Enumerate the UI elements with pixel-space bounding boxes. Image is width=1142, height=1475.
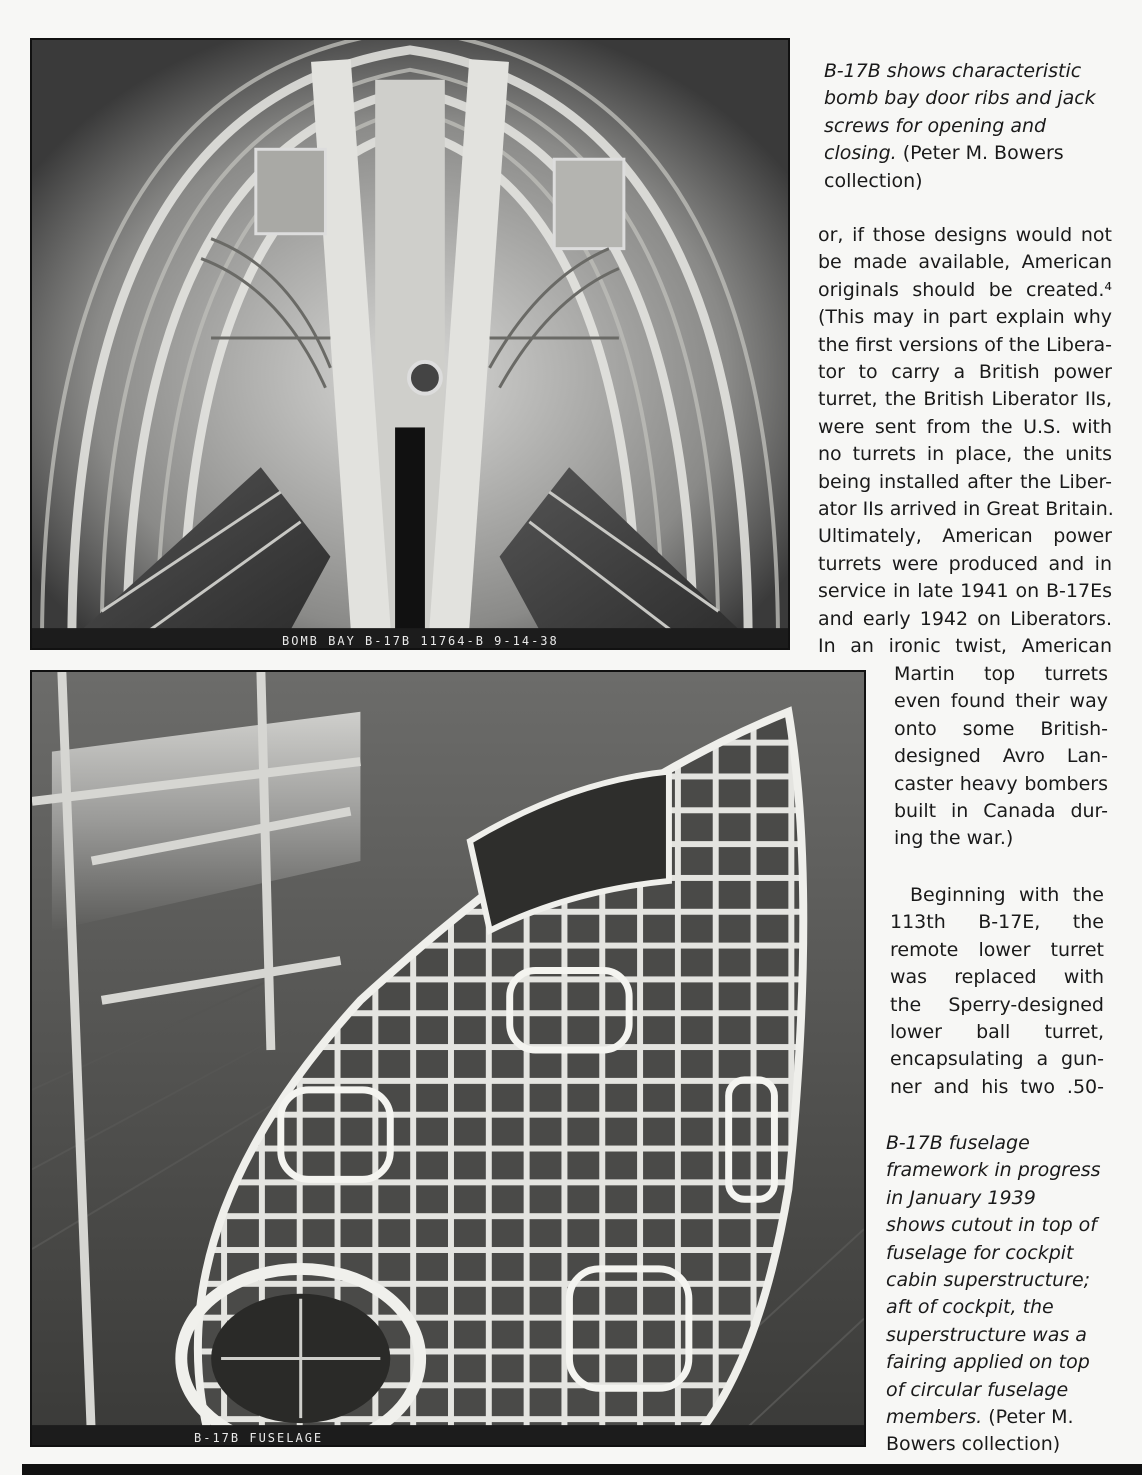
body-line: designed Avro Lan- [894, 745, 1108, 768]
body-line: Beginning with the [910, 884, 1104, 906]
caption-bottom-line: superstructure was a [886, 1323, 1087, 1346]
body-line: the first versions of the Libera- [818, 333, 1112, 356]
body-line: caster heavy bombers [894, 772, 1108, 795]
body-line: ator IIs arrived in Great Britain. [818, 498, 1114, 521]
body-line: In an ironic twist, American [818, 635, 1112, 658]
body-text-paragraph-2 [890, 882, 1104, 1101]
body-line: remote lower turret [890, 938, 1104, 961]
caption-bottom-line: shows cutout in top of [886, 1214, 1097, 1237]
fuselage-illustration [32, 672, 864, 1445]
bomb-bay-photo [30, 38, 790, 650]
caption-bottom-line: cabin superstructure; [886, 1269, 1091, 1292]
body-line: lower ball turret, [890, 1021, 1104, 1044]
body-line: were sent from the U.S. with [818, 415, 1112, 438]
body-line: ner and his two .50- [890, 1075, 1104, 1098]
body-line: turrets were produced and in [818, 552, 1112, 575]
body-line: being installed after the Liber- [818, 470, 1112, 493]
caption-top-line: closing. (Peter M. Bowers [824, 142, 1064, 165]
body-line: turret, the British Liberator IIs, [818, 388, 1112, 411]
body-line: encapsulating a gun- [890, 1048, 1104, 1071]
body-line: ing the war.) [894, 827, 1014, 850]
body-line: even found their way [894, 690, 1108, 713]
body-line: 113th B-17E, the [890, 911, 1104, 934]
caption-bottom-line: framework in progress [886, 1159, 1101, 1182]
body-line: was replaced with [890, 966, 1104, 989]
caption-top-line: B-17B shows characteristic [824, 60, 1082, 82]
body-text-narrow [894, 661, 1108, 853]
body-line: (This may in part explain why [818, 306, 1112, 329]
caption-top-line: collection) [824, 169, 923, 192]
body-line: no turrets in place, the units [818, 443, 1112, 466]
body-line: Martin top turrets [894, 663, 1108, 685]
body-line: originals should be created.⁴ [818, 278, 1112, 301]
body-line: and early 1942 on Liberators. [818, 607, 1112, 630]
caption-bottom-line: of circular fuselage [886, 1378, 1069, 1401]
caption-bottom-line: B-17B fuselage [886, 1132, 1030, 1154]
body-text-wide [818, 222, 1112, 661]
caption-top-line: screws for opening and [824, 114, 1047, 137]
caption-top-line: bomb bay door ribs and jack [824, 87, 1096, 110]
caption-bottom [886, 1130, 1126, 1459]
caption-bottom-line: aft of cockpit, the [886, 1296, 1054, 1319]
caption-top [824, 58, 1124, 195]
body-line: built in Canada dur- [894, 800, 1108, 823]
body-line: tor to carry a British power [818, 361, 1112, 384]
bottom-rule [22, 1464, 1142, 1475]
caption-bottom-line: fairing applied on top [886, 1351, 1090, 1374]
body-line: service in late 1941 on B-17Es [818, 580, 1112, 603]
caption-bottom-line: Bowers collection) [886, 1433, 1061, 1456]
caption-bottom-line: in January 1939 [886, 1186, 1036, 1209]
caption-bottom-line: fuselage for cockpit [886, 1241, 1074, 1264]
body-line: or, if those designs would not [818, 224, 1112, 246]
bomb-bay-photo-label: BOMB BAY B-17B 11764-B 9-14-38 [282, 634, 559, 648]
body-line: be made available, American [818, 251, 1112, 274]
caption-bottom-line: members. (Peter M. [886, 1406, 1074, 1429]
body-line: onto some British- [894, 717, 1108, 740]
bomb-bay-illustration [32, 40, 788, 648]
fuselage-photo [30, 670, 866, 1447]
body-line: the Sperry-designed [890, 993, 1104, 1016]
fuselage-photo-label: B-17B FUSELAGE [194, 1431, 324, 1445]
body-line: Ultimately, American power [818, 525, 1112, 548]
